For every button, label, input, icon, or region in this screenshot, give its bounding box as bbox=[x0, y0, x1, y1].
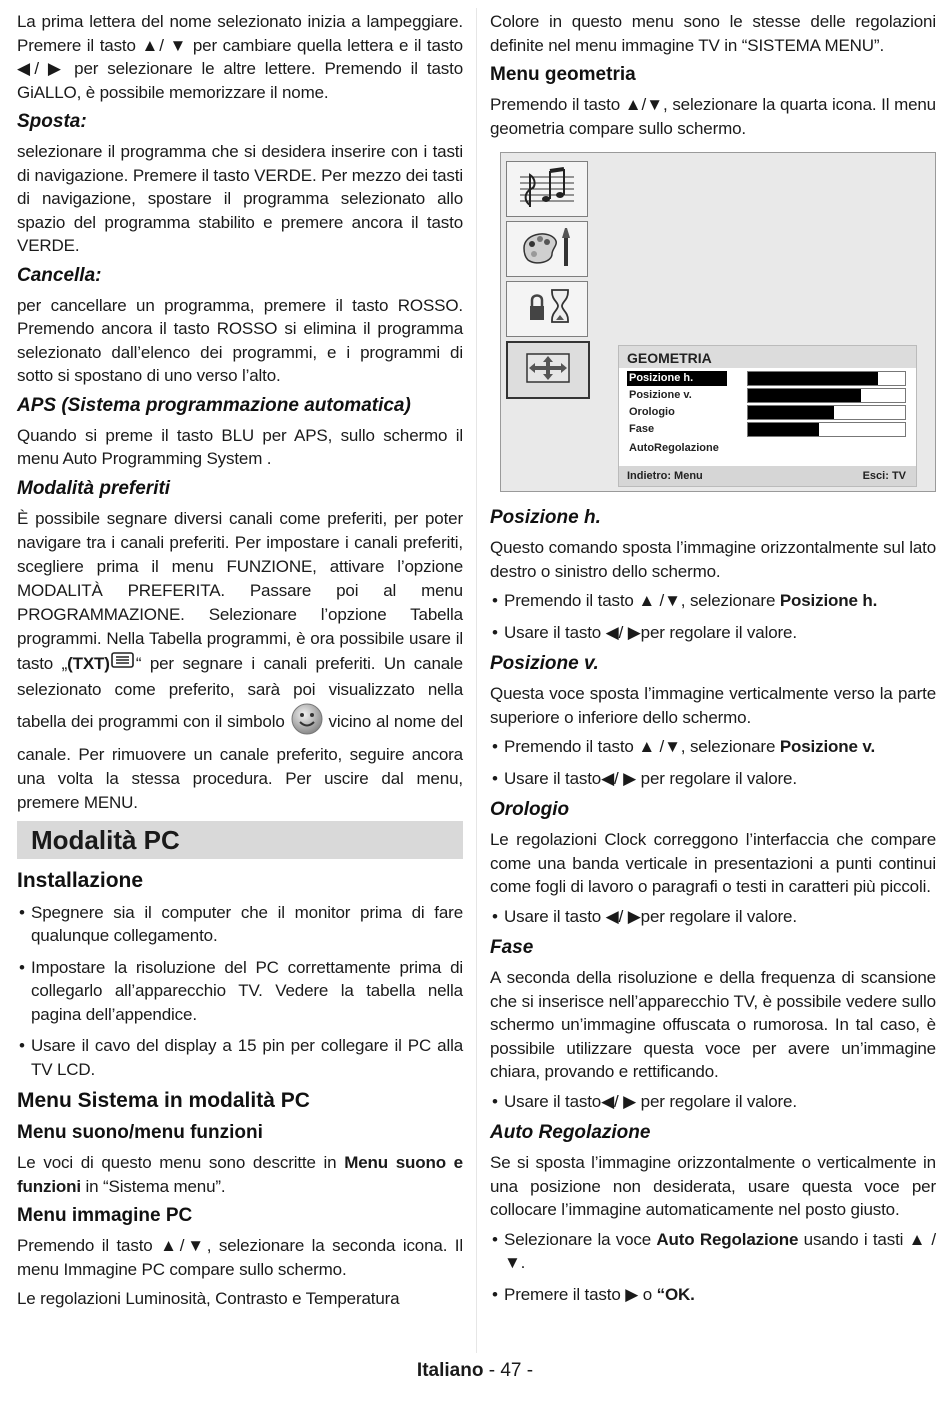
posizione-v-paragraph: Questa voce sposta l’immagine verticalmente verso la parte superiore o inferiore dello schermo. bbox=[490, 684, 936, 727]
right-column bbox=[490, 10, 936, 1314]
suono-text-b: in “Sistema menu”. bbox=[85, 1176, 226, 1196]
posizione-h-list bbox=[490, 589, 936, 644]
posizione-v-bullet bbox=[490, 735, 936, 759]
orologio-bullet: • Usare il tasto ◀/ ▶per regolare il valore. bbox=[490, 905, 936, 929]
menu-item-posizione-v[interactable]: Posizione v. bbox=[629, 389, 692, 401]
geometria-paragraph: Premendo il tasto ▲/▼, selezionare la quarta icona. Il menu geometria compare sullo schermo. bbox=[490, 95, 936, 138]
orologio-level-bar[interactable] bbox=[747, 405, 906, 420]
lock-hourglass-icon bbox=[516, 284, 578, 335]
menu-item-autoregolazione[interactable]: AutoRegolazione bbox=[629, 442, 719, 454]
posizione-v-heading: Posizione v. bbox=[490, 653, 599, 674]
geometry-menu-tile bbox=[506, 341, 590, 399]
orologio-paragraph: Le regolazioni Clock correggono l’interfaccia che compare come una banda verticale in presentazioni a punti continui come fogli di lavoro o paragrafi o testi in caratteri più piccoli. bbox=[490, 830, 936, 896]
preferiti-text-c: vicino al nome del canale. Per rimuovere un canale preferito, seguire ancora una volta la stessa procedura. Per uscire dal menu, premere MENU. bbox=[17, 711, 464, 812]
geometria-panel-footer bbox=[619, 466, 916, 486]
fase-list bbox=[490, 1090, 936, 1114]
menu-item-orologio[interactable]: Orologio bbox=[629, 406, 675, 418]
exit-hint: Esci: TV bbox=[862, 470, 906, 482]
install-item: • Spegnere sia il computer che il monitor prima di fare qualunque collegamento. bbox=[17, 901, 463, 948]
fase-paragraph: A seconda della risoluzione e della frequenza di scansione che si inserisce nell’apparecchio TV, è possibile vedere sullo schermo un’immagine offuscata o rumorosa. In tal caso, è possibile utilizzare questa voce per avere un’immagine chiara, provando e rettificando. bbox=[490, 968, 936, 1081]
posizione-h-heading: Posizione h. bbox=[490, 507, 601, 528]
fase-bullet: • Usare il tasto◀/ ▶ per regolare il valore. bbox=[490, 1090, 936, 1114]
menu-sistema-heading: Menu Sistema in modalità PC bbox=[17, 1089, 310, 1112]
auto-bullet-bold: Auto Regolazione bbox=[656, 1229, 799, 1249]
immagine-heading: Menu immagine PC bbox=[17, 1205, 193, 1226]
page-footer bbox=[0, 1360, 950, 1382]
orologio-list bbox=[490, 905, 936, 929]
geometria-panel-title: GEOMETRIA bbox=[627, 350, 712, 366]
pc-mode-title: Modalità PC bbox=[17, 821, 463, 859]
posizione-v-level-bar[interactable] bbox=[747, 388, 906, 403]
fase-heading: Fase bbox=[490, 937, 534, 958]
immagine-paragraph-2: Le regolazioni Luminosità, Contrasto e Temperatura bbox=[17, 1289, 400, 1308]
music-notes-icon bbox=[516, 165, 578, 214]
preferiti-paragraph bbox=[17, 507, 463, 815]
menu-item-fase[interactable]: Fase bbox=[629, 423, 655, 435]
posizione-h-paragraph: Questo comando sposta l’immagine orizzontalmente sul lato destro o sinistro dello schermo. bbox=[490, 538, 936, 581]
auto-bullet2-text: Premere il tasto ▶ o bbox=[504, 1284, 653, 1304]
continued-paragraph: Colore in questo menu sono le stesse delle regolazioni definite nel menu immagine TV in “SISTEMA MENU”. bbox=[490, 12, 936, 55]
suono-text-bold: Menu suono e funzioni bbox=[17, 1153, 463, 1196]
auto-regolazione-heading: Auto Regolazione bbox=[490, 1122, 651, 1143]
menu-item-posizione-h[interactable]: Posizione h. bbox=[627, 371, 727, 386]
auto-bullet2-bold: “OK. bbox=[656, 1284, 695, 1304]
geometry-arrows-icon bbox=[517, 346, 579, 395]
footer-page-number: - 47 - bbox=[488, 1360, 534, 1381]
teletext-icon bbox=[110, 651, 136, 678]
posizione-h-level-fill bbox=[748, 372, 878, 385]
posizione-v-bullet-text: Premendo il tasto ▲ /▼, selezionare bbox=[504, 737, 776, 756]
installazione-heading: Installazione bbox=[17, 868, 144, 892]
column-divider bbox=[476, 8, 477, 1353]
aps-heading: APS (Sistema programmazione automatica) bbox=[17, 394, 411, 416]
sposta-paragraph: selezionare il programma che si desidera inserire con i tasti di navigazione. Premere il tasto VERDE. Per mezzo dei tasti di navigazione, spostare il programma selezionato allo spazio del programma stabilito e premere ancora il tasto VERDE. bbox=[17, 142, 463, 255]
install-item: • Usare il cavo del display a 15 pin per collegare il PC alla TV LCD. bbox=[17, 1034, 463, 1081]
orologio-heading: Orologio bbox=[490, 799, 570, 820]
suono-paragraph bbox=[17, 1151, 463, 1198]
posizione-h-level-bar[interactable] bbox=[747, 371, 906, 386]
picture-menu-tile bbox=[506, 221, 588, 277]
function-menu-tile bbox=[506, 281, 588, 337]
auto-regolazione-bullet bbox=[490, 1283, 936, 1307]
cancella-heading: Cancella: bbox=[17, 264, 102, 286]
auto-regolazione-paragraph: Se si sposta l’immagine orizzontalmente o verticalmente in una posizione non desiderata, usare questa voce per collocare l’immagine automaticamente nel posto giusto. bbox=[490, 1153, 936, 1219]
palette-brush-icon bbox=[516, 224, 578, 275]
aps-paragraph: Quando si preme il tasto BLU per APS, sullo schermo il menu Auto Programming System . bbox=[17, 425, 463, 468]
preferiti-text-b: “ per segnare i canali preferiti. Un canale selezionato come preferito, sarà poi visualizzato nella tabella dei programmi con il simbolo bbox=[17, 653, 463, 731]
preferiti-text-a: È possibile segnare diversi canali come preferiti, per poter navigare tra i canali preferiti. Per impostare i canali preferiti, scegliere prima il menu FUNZIONE, attivare l’opzione MODALITÀ PREFERITA. Passare poi al menu PROGRAMMAZIONE. Selezionare l’opzione Tabella programmi. Nella Tabella programmi, è ora possibile usare il tasto „ bbox=[17, 508, 463, 673]
geometria-panel bbox=[618, 345, 917, 487]
orologio-level-fill bbox=[748, 406, 834, 419]
geometria-heading: Menu geometria bbox=[490, 64, 636, 85]
txt-key-label: (TXT) bbox=[67, 653, 110, 673]
posizione-v-bullet-bold: Posizione v. bbox=[779, 737, 876, 756]
posizione-v-bullet: • Usare il tasto◀/ ▶ per regolare il valore. bbox=[490, 767, 936, 791]
cancella-paragraph: per cancellare un programma, premere il tasto ROSSO. Premendo ancora il tasto ROSSO si elimina il programma selezionato dall’elenco dei programmi, e i programmi di sotto si spostano di uno verso l’alto. bbox=[17, 295, 463, 385]
smiley-favourite-icon bbox=[290, 702, 324, 743]
posizione-h-bullet bbox=[490, 589, 936, 613]
auto-bullet-text-a: Selezionare la voce bbox=[504, 1229, 652, 1249]
posizione-h-bullet-bold: Posizione h. bbox=[779, 591, 878, 610]
posizione-h-bullet-text: Premendo il tasto ▲ /▼, selezionare bbox=[504, 591, 776, 610]
immagine-paragraph-1: Premendo il tasto ▲/▼, selezionare la seconda icona. Il menu Immagine PC compare sullo schermo. bbox=[17, 1236, 463, 1279]
posizione-h-bullet: • Usare il tasto ◀/ ▶per regolare il valore. bbox=[490, 621, 936, 645]
posizione-v-list bbox=[490, 735, 936, 790]
auto-regolazione-list bbox=[490, 1228, 936, 1307]
posizione-v-level-fill bbox=[748, 389, 861, 402]
auto-regolazione-bullet bbox=[490, 1228, 936, 1275]
geometry-menu-screenshot bbox=[500, 152, 936, 492]
suono-heading: Menu suono/menu funzioni bbox=[17, 1122, 263, 1143]
intro-paragraph: La prima lettera del nome selezionato inizia a lampeggiare. Premere il tasto ▲/ ▼ per cambiare quella lettera e il tasto ◀/ ▶ per selezionare le altre lettere. Premendo il tasto GiALLO, è possibile memorizzare il nome. bbox=[17, 12, 463, 102]
preferiti-heading: Modalità preferiti bbox=[17, 477, 171, 499]
install-list bbox=[17, 901, 463, 1082]
suono-text-a: Le voci di questo menu sono descritte in bbox=[17, 1153, 337, 1172]
sposta-heading: Sposta: bbox=[17, 111, 87, 132]
fase-level-bar[interactable] bbox=[747, 422, 906, 437]
footer-language: Italiano bbox=[416, 1360, 484, 1381]
install-item: • Impostare la risoluzione del PC correttamente prima di collegarlo all’apparecchio TV. Vedere la tabella nella pagina dell’appendice. bbox=[17, 956, 463, 1027]
sound-menu-tile bbox=[506, 161, 588, 217]
back-hint: Indietro: Menu bbox=[627, 470, 703, 482]
left-column bbox=[17, 10, 463, 1317]
fase-level-fill bbox=[748, 423, 819, 436]
auto-bullet-text-b: usando i tasti ▲ / ▼. bbox=[504, 1229, 936, 1272]
